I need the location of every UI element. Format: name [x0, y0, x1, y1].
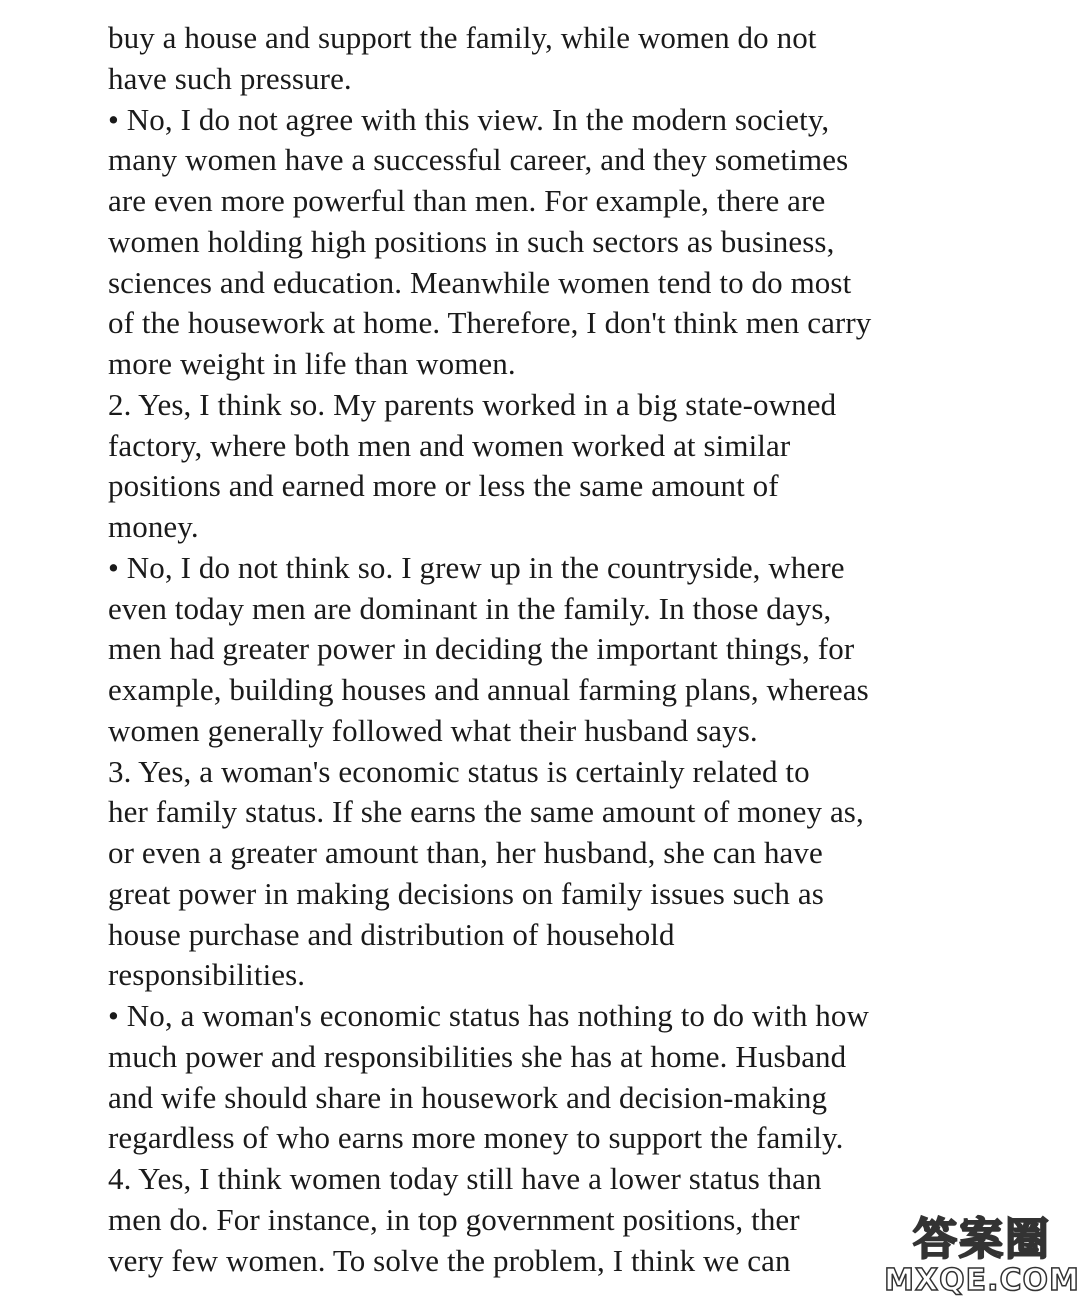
text-line: house purchase and distribution of household	[108, 916, 675, 952]
text-line: many women have a successful career, and they sometimes	[108, 142, 849, 178]
text-line: 2. Yes, I think so. My parents worked in a big state-owned	[108, 386, 837, 422]
text-line: of the housework at home. Therefore, I don't think men carry	[108, 305, 872, 341]
watermark-logo	[884, 1209, 1080, 1299]
text-line: example, building houses and annual farming plans, whereas	[108, 672, 869, 707]
text-line: her family status. If she earns the same amount of money as,	[108, 794, 864, 830]
text-line: regardless of who earns more money to support the family.	[108, 1120, 844, 1156]
text-line: sciences and education. Meanwhile women tend to do most	[108, 264, 852, 300]
text-line: buy a house and support the family, while women do not	[108, 20, 817, 55]
text-line: women generally followed what their husband says.	[108, 712, 758, 748]
text-line: 4. Yes, I think women today still have a lower status than	[108, 1161, 822, 1196]
document-text	[108, 18, 1008, 1281]
text-line: factory, where both men and women worked at similar	[108, 427, 791, 463]
text-line: money.	[108, 509, 199, 544]
text-line: women holding high positions in such sectors as business,	[108, 223, 835, 259]
text-line: responsibilities.	[108, 957, 306, 993]
text-line: • No, I do not think so. I grew up in the countryside, where	[108, 549, 845, 585]
text-line: 3. Yes, a woman's economic status is certainly related to	[108, 753, 810, 789]
text-line: • No, a woman's economic status has nothing to do with how	[108, 998, 869, 1033]
text-line: • No, I do not agree with this view. In the modern society,	[108, 101, 830, 137]
text-line: very few women. To solve the problem, I think we can	[108, 1242, 791, 1278]
watermark-top-text: 答案圈	[913, 1214, 1051, 1265]
text-line: and wife should share in housework and decision-making	[108, 1079, 828, 1115]
text-line: men do. For instance, in top government positions, ther	[108, 1201, 800, 1237]
text-line: much power and responsibilities she has at home. Husband	[108, 1038, 847, 1074]
text-line: men had greater power in deciding the important things, for	[108, 631, 855, 667]
watermark-bottom-text: MXQE.COM	[884, 1262, 1080, 1298]
text-line: great power in making decisions on family issues such as	[108, 875, 824, 911]
text-line: or even a greater amount than, her husband, she can have	[108, 835, 823, 870]
text-line: are even more powerful than men. For example, there are	[108, 183, 826, 218]
text-line: positions and earned more or less the same amount of	[108, 468, 779, 504]
text-line: even today men are dominant in the family. In those days,	[108, 590, 832, 626]
text-line: have such pressure.	[108, 60, 352, 96]
text-line: more weight in life than women.	[108, 346, 516, 381]
